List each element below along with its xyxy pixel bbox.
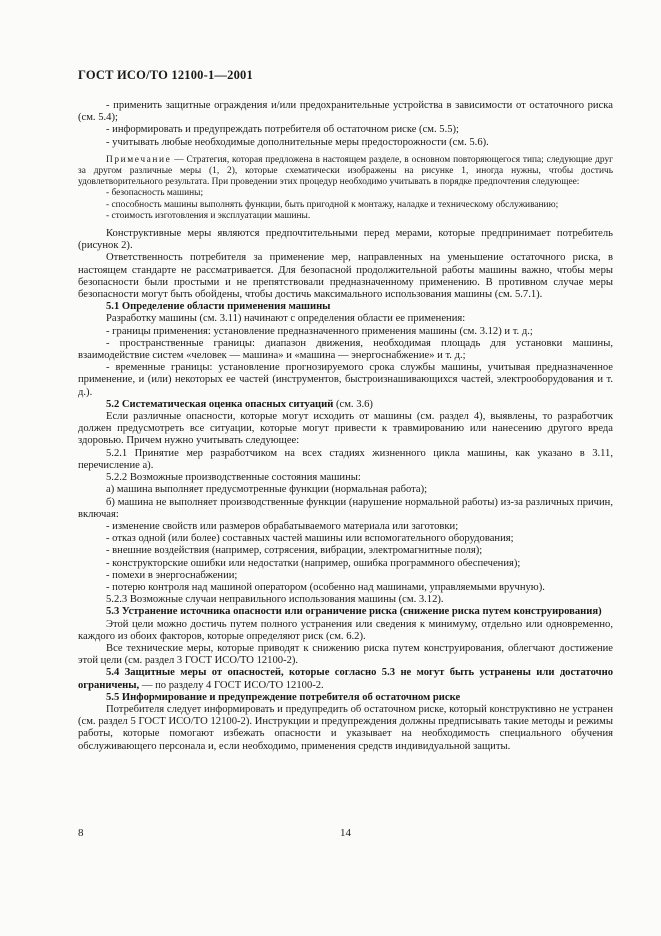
section-heading-5-3: 5.3 Устранение источника опасности или ограничение риска (снижение риска путем конструирования) <box>106 606 602 618</box>
note-label: Примечание <box>106 154 172 165</box>
section-heading-tail: — по разделу 4 ГОСТ ИСО/ТО 12100-2. <box>139 679 324 691</box>
note-item: - стоимость изготовления и эксплуатации машины. <box>106 210 311 221</box>
list-item: - информировать и предупреждать потребителя об остаточном риске (см. 5.5); <box>106 124 459 136</box>
section-heading-5-4 <box>78 667 613 691</box>
list-item: - изменение свойств или размеров обрабатываемого материала или заготовки; <box>106 520 459 532</box>
list-item: - потерю контроля над машиной оператором (особенно над машинами, управляемыми вручную). <box>106 581 545 593</box>
section-heading-5-5: 5.5 Информирование и предупреждение потребителя об остаточном риске <box>106 691 461 703</box>
list-item: - учитывать любые необходимые дополнительные меры предосторожности (см. 5.6). <box>106 136 489 148</box>
note-item: - способность машины выполнять функции, быть пригодной к монтажу, наладке и техническому обслуживанию; <box>106 199 559 210</box>
paragraph: Разработку машины (см. 3.11) начинают с определения области ее применения: <box>106 313 466 325</box>
list-item: - внешние воздействия (например, сотрясения, вибрации, электромагнитные поля); <box>106 545 483 557</box>
list-item: - конструкторские ошибки или недостатки (например, ошибка программного обеспечения); <box>106 557 521 569</box>
list-item: - применить защитные ограждения и/или предохранительные устройства в зависимости от остаточного риска (см. 5.4); <box>78 100 613 124</box>
document-body <box>78 100 613 753</box>
paragraph: Потребителя следует информировать и предупредить об остаточном риске, который конструктивно не устранен (см. раздел 5 ГОСТ ИСО/ТО 12100-2). Инструкции и предупреждения должны предписывать такие методы и режимы работы, которые помогают избежать опасности и указывает на необходимость специального обучения обслуживающего персонала и, если необходимо, применения средств индивидуальной защиты. <box>78 703 613 752</box>
note-paragraph <box>78 155 613 189</box>
paragraph-constructive: Конструктивные меры являются предпочтительными перед мерами, которые предпринимает потребитель (рисунок 2). <box>78 228 613 252</box>
page-number-left: 8 <box>78 827 84 839</box>
section-heading-5-1: 5.1 Определение области применения машины <box>106 301 331 313</box>
section-heading-text: 5.2 Систематическая оценка опасных ситуаций <box>106 398 334 410</box>
list-item: - границы применения: установление предназначенного применения машины (см. 3.12) и т. д.; <box>106 325 533 337</box>
paragraph-5-2-3: 5.2.3 Возможные случаи неправильного использования машины (см. 3.12). <box>106 594 444 606</box>
list-item: - отказ одной (или более) составных частей машины или вспомогательного оборудования; <box>106 533 514 545</box>
paragraph: Этой цели можно достичь путем полного устранения или сведения к минимуму, отдельно или одновременно, каждого из обоих факторов, которые определяют риск (см. 6.2). <box>78 618 613 642</box>
list-item: а) машина выполняет предусмотренные функции (нормальная работа); <box>106 484 428 496</box>
paragraph-responsibility: Ответственность потребителя за применение мер, направленных на уменьшение остаточного риска, в настоящем стандарте не рассматривается. Для безопасной продолжительной работы машины важно, чтобы меры безопасности были простыми и не препятствовали предназначенному применению. В противном случае меры безопасности могут быть обойдены, чтобы достичь максимального использования машины (см. 5.7.1). <box>78 252 613 301</box>
paragraph-5-2-1: 5.2.1 Принятие мер разработчиком на всех стадиях жизненного цикла машины, как указано в 3.11, перечисление а). <box>78 447 613 471</box>
note-text: — Стратегия, которая предложена в настоящем разделе, в основном повторяющегося типа; следующие друг за другом различные меры (1, 2), которые схематически изображены на рисунке 1, иногда нужны, чтобы достичь удовлетворительного результата. При проведении этих процедур необходимо учитывать в порядке предпочтения следующее: <box>78 154 613 188</box>
section-heading-5-2 <box>78 399 613 411</box>
note-item: - безопасность машины; <box>106 188 204 199</box>
document-header: ГОСТ ИСО/ТО 12100-1—2001 <box>78 68 253 82</box>
paragraph-5-2-2: 5.2.2 Возможные производственные состояния машины: <box>106 472 361 484</box>
paragraph: Если различные опасности, которые могут исходить от машины (см. раздел 4), выявлены, то разработчик должен предусмотреть все ситуации, которые могут привести к травмированию или нанесению другого вреда здоровью. Причем нужно учитывать следующее: <box>78 411 613 447</box>
section-heading-text: 5.4 Защитные меры от опасностей, которые согласно 5.3 не могут быть устранены или достаточно ограничены, <box>78 667 613 691</box>
page-number-center: 14 <box>340 827 351 839</box>
paragraph: Все технические меры, которые приводят к снижению риска путем конструирования, облегчают достижение этой цели (см. раздел 3 ГОСТ ИСО/ТО 12100-2). <box>78 642 613 667</box>
list-item: - помехи в энергоснабжении; <box>106 569 238 581</box>
list-item: - пространственные границы: диапазон движения, необходимая площадь для установки машины, взаимодействие систем «человек — машина» и «машина — энергоснабжение» и т. д.; <box>78 337 613 362</box>
list-item: б) машина не выполняет производственные функции (нарушение нормальной работы) из-за различных причин, включая: <box>78 496 613 520</box>
list-item: - временные границы: установление прогнозируемого срока службы машины, учитывая предназначенное применение, и (или) некоторых ее частей (инструментов, быстроизнашивающихся частей, электрооборудования и т. д.). <box>78 362 613 398</box>
section-heading-ref: (см. 3.6) <box>333 398 373 410</box>
